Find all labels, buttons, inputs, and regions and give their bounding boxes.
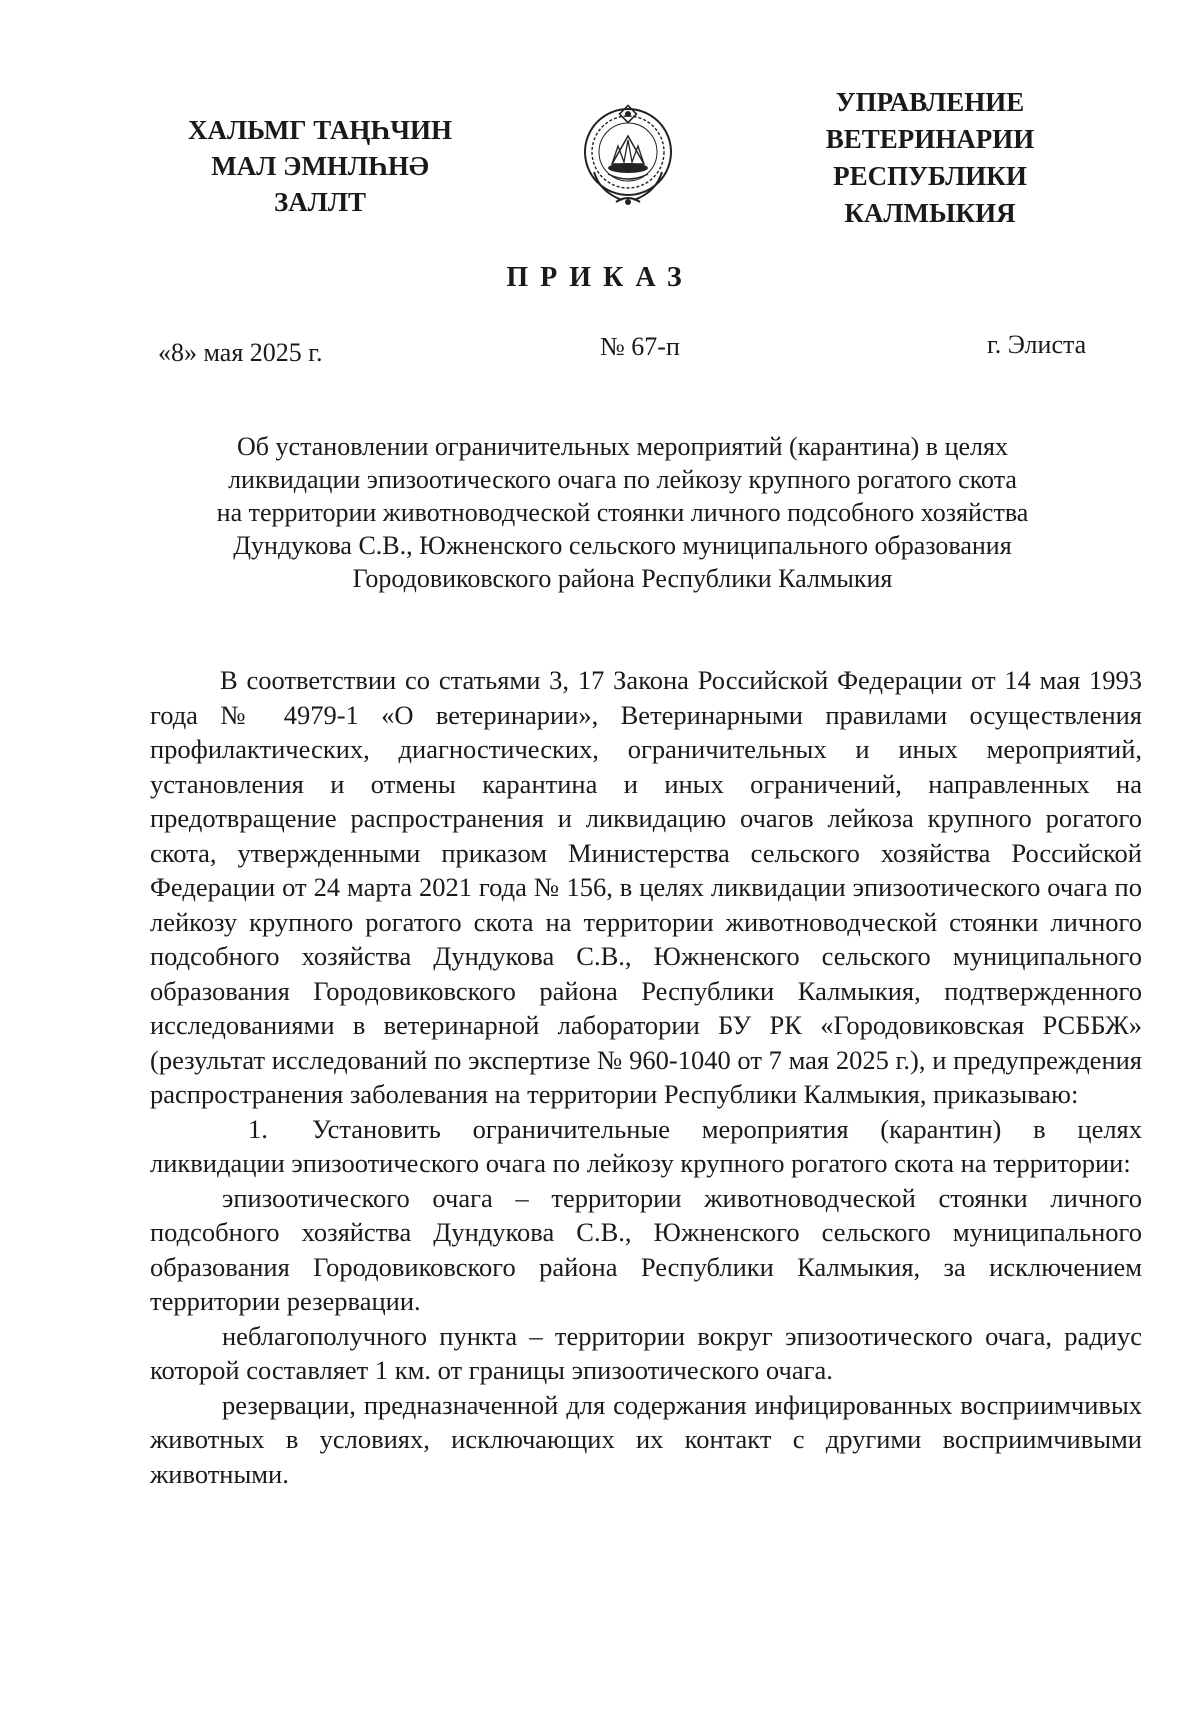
kalmyk-agency-line-1: ХАЛЬМГ ТАҢҺЧИН	[187, 115, 453, 145]
subject-line: Об установлении ограничительных мероприятий (карантина) в целях	[237, 432, 1008, 461]
subject-line: на территории животноводческой стоянки личного подсобного хозяйства	[216, 498, 1029, 527]
focus-paragraph: эпизоотического очага – территории животноводческой стоянки личного подсобного хозяйства Дундукова С.В., Южненского сельского муниципального образования Городовиковского района Республики Калмыкия, за исключением территории резервации.	[150, 1182, 1142, 1316]
kalmyk-agency-line-3: ЗАЛЛТ	[274, 187, 366, 217]
document-subject	[150, 430, 1095, 595]
russian-agency-line-1: УПРАВЛЕНИЕ	[835, 87, 1025, 117]
document-body	[150, 663, 1142, 1491]
document-city: г. Элиста	[987, 330, 1087, 359]
kalmyk-agency-line-2: МАЛ ЭМНЛҺНӘ	[211, 151, 429, 181]
order-item-1	[150, 1112, 1142, 1181]
russian-agency-name	[770, 84, 1090, 232]
unfavorable-point-paragraph: неблагополучного пункта – территории вокруг эпизоотического очага, радиус которой составляет 1 км. от границы эпизоотического очага.	[150, 1320, 1142, 1385]
document-title: ПРИКАЗ	[506, 262, 694, 293]
russian-agency-line-3: РЕСПУБЛИКИ	[833, 161, 1027, 191]
item-text: Установить ограничительные мероприятия (карантин) в целях ликвидации эпизоотического очага по лейкозу крупного рогатого скота на территории:	[150, 1113, 1142, 1178]
document-date: «8» мая 2025 г.	[158, 338, 323, 367]
preamble-paragraph: В соответствии со статьями 3, 17 Закона Российской Федерации от 14 мая 1993 года № 4979-1 «О ветеринарии», Ветеринарными правилами осуществления профилактических, диагностических, ограничительных и иных мероприятий, установления и отмены карантина и иных ограничений, направленных на предотвращение распространения и ликвидацию очагов лейкоза крупного рогатого скота, утвержденными приказом Министерства сельского хозяйства Российской Федерации от 24 марта 2021 года № 156, в целях ликвидации эпизоотического очага по лейкозу крупного рогатого скота на территории животноводческой стоянки личного подсобного хозяйства Дундукова С.В., Южненского сельского муниципального образования Городовиковского района Республики Калмыкия, подтвержденного исследованиями в ветеринарной лаборатории БУ РК «Городовиковская РСББЖ» (результат исследований по экспертизе № 960-1040 от 7 мая 2025 г.), и предупреждения распространения заболевания на территории Республики Калмыкия, приказываю:	[150, 665, 1142, 1109]
reservation-paragraph: резервации, предназначенной для содержания инфицированных восприимчивых животных в условиях, исключающих их контакт с другими восприимчивыми животными.	[150, 1389, 1142, 1489]
russian-agency-line-4: КАЛМЫКИЯ	[844, 198, 1016, 228]
item-number: 1.	[248, 1113, 268, 1144]
kalmyk-agency-name	[150, 112, 490, 220]
subject-line: Дундукова С.В., Южненского сельского муниципального образования	[233, 531, 1012, 560]
russian-agency-line-2: ВЕТЕРИНАРИИ	[825, 124, 1035, 154]
subject-line: ликвидации эпизоотического очага по лейкозу крупного рогатого скота	[228, 465, 1017, 494]
document-number: № 67-п	[600, 332, 680, 361]
kalmykia-coat-of-arms-icon	[572, 98, 684, 210]
subject-line: Городовиковского района Республики Калмыкия	[352, 564, 893, 593]
